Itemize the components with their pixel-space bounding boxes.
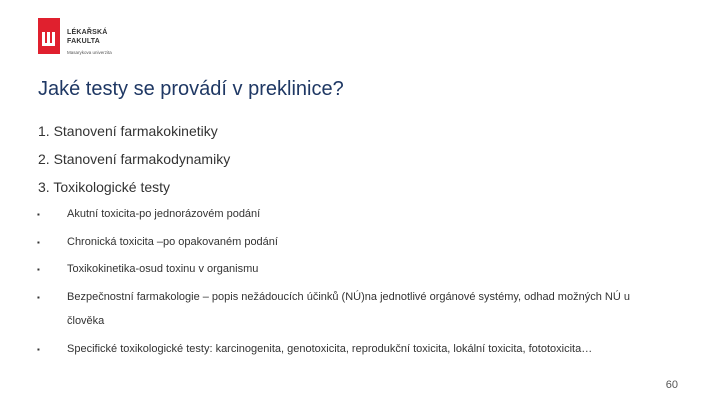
bullet-marker-icon: ▪ (37, 210, 40, 219)
bullet-text: Toxikokinetika-osud toxinu v organismu (67, 263, 259, 275)
logo-text-line3: Masarykova univerzita (67, 50, 112, 55)
bullet-marker-icon: ▪ (37, 265, 40, 274)
slide-title: Jaké testy se provádí v preklinice? (38, 78, 344, 100)
faculty-logo (38, 12, 168, 62)
bullet-marker-icon: ▪ (37, 345, 40, 354)
logo-text-line1: LÉKAŘSKÁ (67, 29, 108, 36)
bullet-marker-icon: ▪ (37, 293, 40, 302)
bullet-text: Specifické toxikologické testy: karcinogenita, genotoxicita, reprodukční toxicita, lokální toxicita, fototoxicita… (67, 343, 593, 355)
numbered-item-2: 2. Stanovení farmakodynamiky (38, 151, 231, 167)
logo-text-line2: FAKULTA (67, 38, 101, 45)
bullet-text: Bezpečnostní farmakologie – popis nežádoucích účinků (NÚ)na jednotlivé orgánové systémy, odhad možných NÚ u (67, 291, 630, 303)
numbered-item-3: 3. Toxikologické testy (38, 179, 171, 195)
numbered-item-1: 1. Stanovení farmakokinetiky (38, 123, 218, 139)
bullet-text: Akutní toxicita-po jednorázovém podání (67, 208, 261, 220)
bullet-marker-icon: ▪ (37, 238, 40, 247)
university-emblem-icon (38, 18, 60, 54)
bullet-text: Chronická toxicita –po opakovaném podání (67, 236, 278, 248)
bullet-text: člověka (67, 315, 105, 327)
page-number: 60 (665, 379, 678, 391)
